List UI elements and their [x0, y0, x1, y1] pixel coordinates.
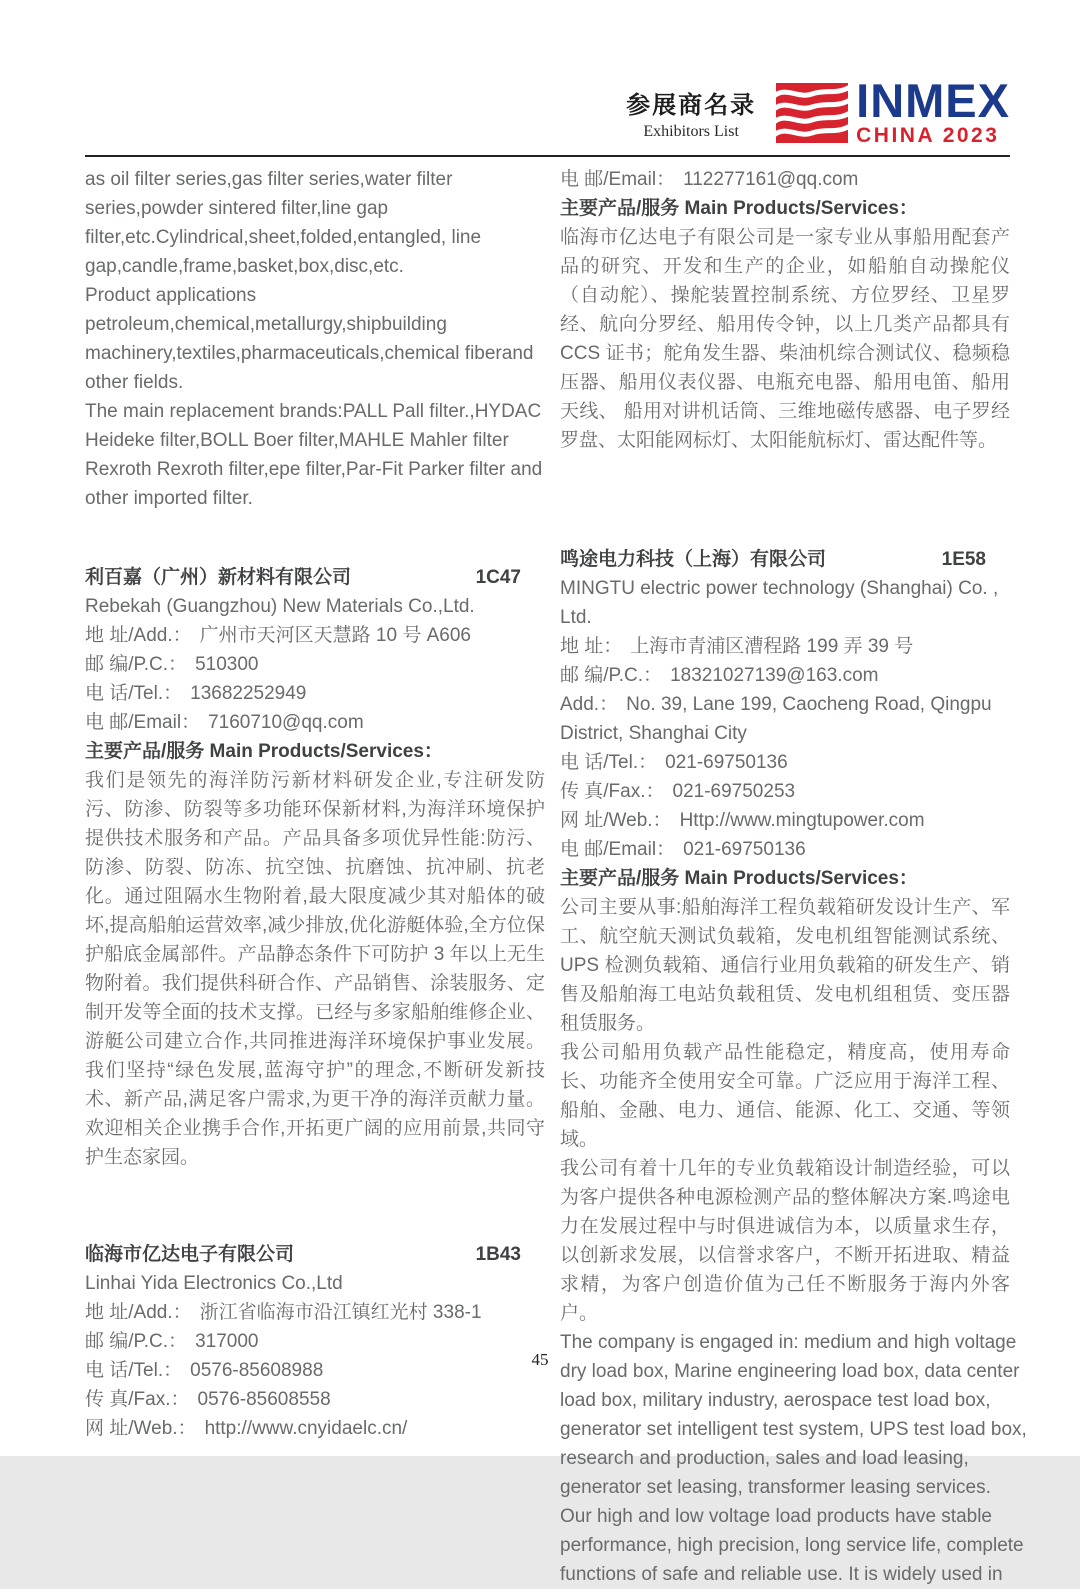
company-description-paragraph: 我公司有着十几年的专业负载箱设计制造经验，可以为客户提供各种电源检测产品的整体解决方案.鸣途电力在发展过程中与时俱进诚信为本，以质量求生存，以创新求发展，以信誉求客户，不断开拓进取、精益求精，为客户创造价值为己任不断服务于海内外客户。: [560, 1158, 1010, 1324]
description-line: dry load box, Marine engineering load box, data center: [560, 1361, 1020, 1382]
field-row-postcode: [85, 650, 545, 679]
field-value: 021-69750253: [672, 781, 796, 802]
description-line: generator set intelligent test system, UPS test load box,: [560, 1419, 1027, 1440]
field-row-fax: [560, 777, 1010, 806]
field-value: 510300: [195, 654, 259, 675]
continuation-block: [85, 165, 545, 513]
description-line: performance, high precision, long service life, complete: [560, 1535, 1024, 1556]
field-label: 传 真/Fax.：: [560, 781, 665, 802]
field-value: No. 39, Lane 199, Caocheng Road, Qingpu District, Shanghai City: [560, 694, 992, 744]
field-row-email: [85, 708, 545, 737]
page-number: 45: [531, 1350, 549, 1369]
field-row-postcode: [560, 661, 1010, 690]
field-value: 0576-85608558: [197, 1389, 331, 1410]
company-head: [560, 545, 1010, 574]
field-label: 网 址/Web.：: [560, 810, 672, 831]
company-head: [85, 1240, 545, 1269]
continuation-line: gap,candle,frame,basket,box,disc,etc.: [85, 256, 404, 277]
field-value: 7160710@qq.com: [208, 712, 364, 733]
company-name-en: Linhai Yida Electronics Co.,Ltd: [85, 1273, 343, 1294]
header-titles: [626, 85, 756, 141]
field-label: 邮 编/P.C.：: [85, 1331, 188, 1352]
continuation-line: machinery,textiles,pharmaceuticals,chemical fiberand: [85, 343, 534, 364]
logo-name: INMEX: [856, 74, 1010, 128]
booth-number: 1B43: [475, 1244, 521, 1265]
field-value: 317000: [195, 1331, 259, 1352]
field-value: 021-69750136: [683, 839, 806, 860]
description-line: functions of safe and reliable use. It is widely used in: [560, 1564, 1003, 1585]
field-label: 电 邮/Email：: [560, 169, 676, 190]
field-value: 13682252949: [190, 683, 307, 704]
continuation-line: series,powder sintered filter,line gap: [85, 198, 389, 219]
field-label: 地 址/Add.：: [85, 1302, 192, 1323]
field-row-email: [560, 165, 1010, 194]
description-line: The company is engaged in: medium and high voltage: [560, 1332, 1017, 1353]
field-row-address: [85, 621, 545, 650]
continuation-line: The main replacement brands:PALL Pall filter.,HYDAC: [85, 401, 542, 422]
field-label: 电 话/Tel.：: [85, 1360, 183, 1381]
field-value: 112277161@qq.com: [683, 169, 859, 190]
continuation-block: [560, 165, 1010, 455]
field-value: http://www.cnyidaelc.cn/: [204, 1418, 408, 1439]
continuation-line: filter,etc.Cylindrical,sheet,folded,entangled, line: [85, 227, 482, 248]
company-head: [85, 563, 545, 592]
continuation-line: petroleum,chemical,metallurgy,shipbuilding: [85, 314, 447, 335]
continuation-line: other imported filter.: [85, 488, 253, 509]
field-value: 021-69750136: [665, 752, 788, 773]
field-label: 地 址/Add.：: [85, 625, 192, 646]
field-label: 电 话/Tel.：: [85, 683, 183, 704]
company-description: 临海市亿达电子有限公司是一家专业从事船用配套产品的研究、开发和生产的企业，如船舶自动操舵仪（自动舵）、操舵装置控制系统、方位罗经、卫星罗经、航向分罗经、船用传令钟，以上几类产品都具有 CCS 证书；舵角发生器、柴油机综合测试仪、稳频稳压器、船用仪表仪器、电瓶充电器、船用电笛、船用天线、 船用对讲机话筒、三维地磁传感器、电子罗经罗盘、太阳能网标灯、太阳能航标灯、雷达配件等。: [560, 227, 1010, 451]
continuation-line: Rexroth Rexroth filter,epe filter,Par-Fit Parker filter and: [85, 459, 543, 480]
field-row-address: [85, 1298, 545, 1327]
field-label: 地 址：: [560, 636, 623, 657]
continuation-line: Product applications: [85, 285, 257, 306]
field-row-address-en: [560, 690, 1010, 748]
field-value: 上海市青浦区漕程路 199 弄 39 号: [630, 636, 914, 657]
company-description: 我们是领先的海洋防污新材料研发企业,专注研发防污、防渗、防裂等多功能环保新材料,为海洋环境保护提供技术服务和产品。产品具备多项优异性能:防污、防渗、防裂、防冻、抗空蚀、抗磨蚀、抗冲刷、抗老化。通过阻隔水生物附着,最大限度减少其对船体的破坏,提高船舶运营效率,减少排放,优化游艇体验,全方位保护船底金属部件。产品静态条件下可防护 3 年以上无生物附着。我们提供科研合作、产品销售、涂装服务、定制开发等全面的技术支撑。已经与多家船舶维修企业、游艇公司建立合作,共同推进海洋环境保护事业发展。我们坚持“绿色发展,蓝海守护”的理念,不断研发新技术、新产品,满足客户需求,为更干净的海洋贡献力量。欢迎相关企业携手合作,开拓更广阔的应用前景,共同守护生态家园。: [85, 770, 545, 1168]
products-heading: 主要产品/服务 Main Products/Services：: [85, 741, 443, 762]
company-name-cn: 鸣途电力科技（上海）有限公司: [560, 549, 827, 570]
field-row-tel: [85, 679, 545, 708]
field-label: 电 邮/Email：: [560, 839, 676, 860]
field-value: Http://www.mingtupower.com: [679, 810, 925, 831]
booth-number: 1E58: [941, 549, 986, 570]
logo-sub: CHINA 2023: [856, 123, 1000, 147]
description-line: generator set leasing, transformer leasing services.: [560, 1477, 991, 1498]
waves-icon: [776, 83, 848, 143]
company-name-en: MINGTU electric power technology (Shanghai) Co. , Ltd.: [560, 578, 999, 628]
field-value: 18321027139@163.com: [670, 665, 879, 686]
company-name-en: Rebekah (Guangzhou) New Materials Co.,Ltd.: [85, 596, 475, 617]
header-title-cn: 参展商名录: [626, 93, 757, 119]
field-label: 电 话/Tel.：: [560, 752, 658, 773]
company-name-cn: 利百嘉（广州）新材料有限公司: [85, 567, 352, 588]
products-heading: 主要产品/服务 Main Products/Services：: [560, 868, 918, 889]
company-name-cn: 临海市亿达电子有限公司: [85, 1244, 295, 1265]
description-line: load box, military industry, aerospace test load box,: [560, 1390, 991, 1411]
field-row-tel: [560, 748, 1010, 777]
field-value: 浙江省临海市沿江镇红光村 338-1: [199, 1302, 482, 1323]
field-label: Add.：: [560, 694, 619, 715]
header-title-en: Exhibitors List: [643, 123, 739, 140]
field-row-web: [560, 806, 1010, 835]
inmex-logo: [776, 74, 1010, 147]
description-line: Our high and low voltage load products have stable: [560, 1506, 992, 1527]
field-value: 0576-85608988: [190, 1360, 324, 1381]
field-label: 网 址/Web.：: [85, 1418, 197, 1439]
logo-text: [856, 74, 1010, 147]
description-line: research and production, sales and load leasing,: [560, 1448, 969, 1469]
page-header: [85, 74, 1010, 148]
field-value: 广州市天河区天慧路 10 号 A606: [199, 625, 472, 646]
continuation-line: Heideke filter,BOLL Boer filter,MAHLE Mahler filter: [85, 430, 509, 451]
products-heading: 主要产品/服务 Main Products/Services：: [560, 198, 918, 219]
continuation-line: as oil filter series,gas filter series,water filter: [85, 169, 453, 190]
company-description-paragraph: 公司主要从事:船舶海洋工程负载箱研发设计生产、军工、航空航天测试负载箱，发电机组智能测试系统、UPS 检测负载箱、通信行业用负载箱的研发生产、销售及船舶海工电站负载租赁、发电机组租赁、变压器租赁服务。: [560, 897, 1010, 1034]
company-entry-rebekah: [85, 563, 545, 1172]
field-label: 传 真/Fax.：: [85, 1389, 190, 1410]
header-divider: [85, 155, 1010, 157]
page-footer: [0, 1350, 1080, 1456]
booth-number: 1C47: [475, 567, 521, 588]
field-row-email: [560, 835, 1010, 864]
company-description-paragraph: 我公司船用负载产品性能稳定，精度高，使用寿命长、功能齐全使用安全可靠。广泛应用于海洋工程、船舶、金融、电力、通信、能源、化工、交通、等领域。: [560, 1042, 1010, 1150]
field-label: 邮 编/P.C.：: [560, 665, 663, 686]
field-row-address-cn: [560, 632, 1010, 661]
continuation-line: other fields.: [85, 372, 184, 393]
field-label: 邮 编/P.C.：: [85, 654, 188, 675]
field-label: 电 邮/Email：: [85, 712, 201, 733]
